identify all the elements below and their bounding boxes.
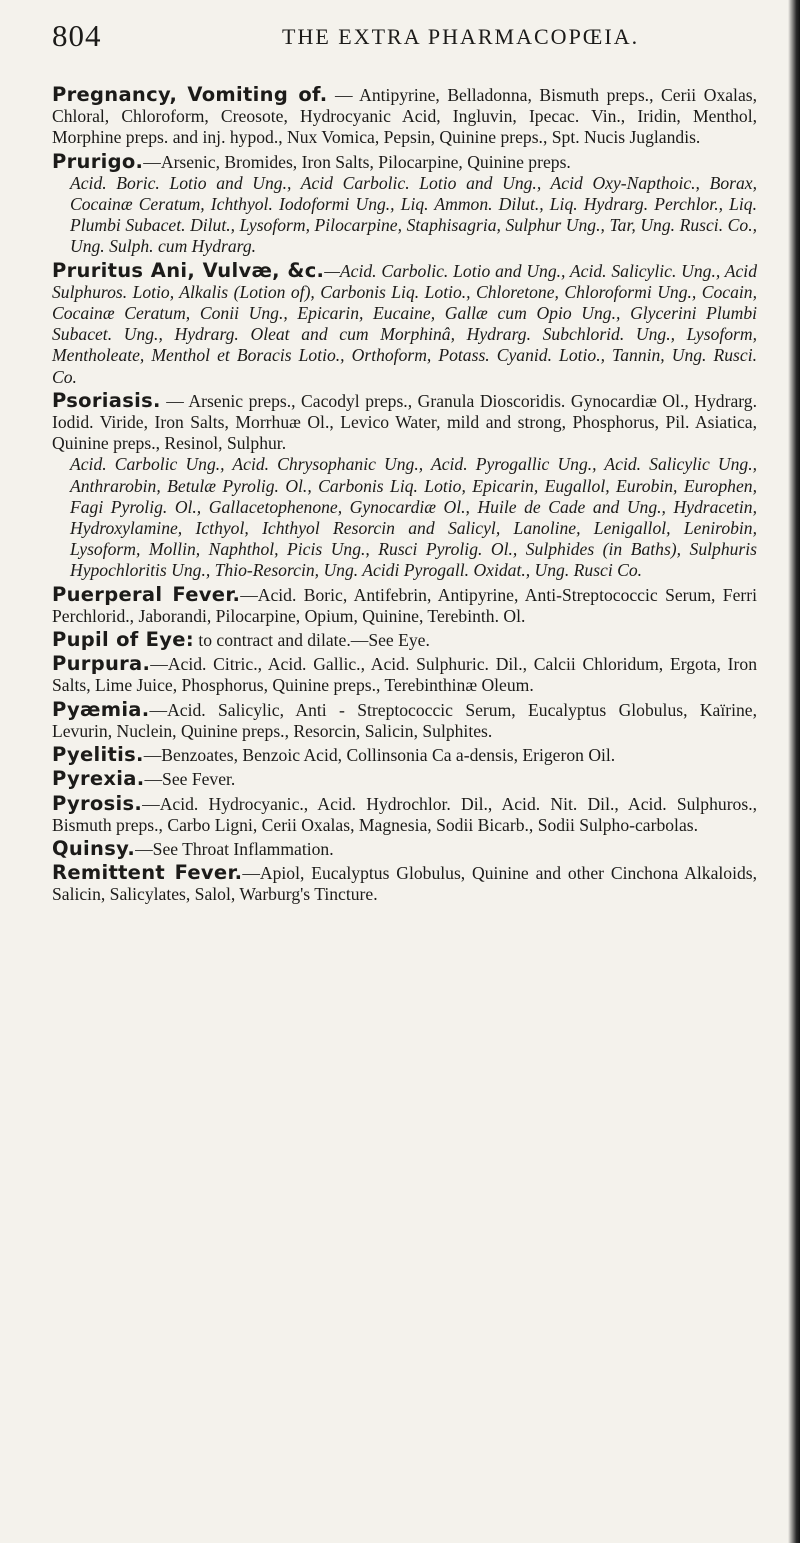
entry-heading: Pupil of Eye:	[52, 628, 194, 652]
entry-body: —See Fever.	[144, 769, 236, 790]
entry-heading: Purpura.	[52, 652, 151, 676]
entry-external-remedies: Acid. Carbolic Ung., Acid. Chrysophanic Ung., Acid. Pyrogallic Ung., Acid. Salicylic Ung., Anthrarobin, Betulæ Pyrolig. Ol., Carbonis Liq. Lotio, Epicarin, Eugallol, Eurobin, Europhen, Fagi Pyrolig. Ol., Gallacetophenone, Gynocardiæ Ol., Huile de Cade and Ung., Hydracetin, Hydroxylamine, Icthyol, Ichthyol Resorcin and Salicyl, Lanoline, Lenigallol, Lenirobin, Lysoform, Mollin, Naphthol, Picis Ung., Rusci Pyrolig. Ol., Sulphides (in Baths), Sulphuris Hypochloritis Ung., Thio-Resorcin, Ung. Acidi Pyrogall. Oxidat., Ung. Rusci Co.	[70, 454, 757, 581]
entry-pyelitis	[52, 744, 757, 766]
entry-body: —Acid. Salicylic, Anti - Streptococcic Serum, Eucalyptus Globulus, Kaïrine, Levurin, Nuclein, Quinine preps., Resorcin, Salicin, Sulphites.	[52, 699, 757, 741]
entry-body: —Acid. Hydrocyanic., Acid. Hydrochlor. Dil., Acid. Nit. Dil., Acid. Sulphuros., Bismuth preps., Carbo Ligni, Cerii Oxalas, Magnesia, Sodii Bicarb., Sodii Sulpho-carbolas.	[52, 793, 757, 835]
running-title: THE EXTRA PHARMACOPŒIA.	[282, 24, 640, 49]
entry-pregnancy	[52, 84, 757, 149]
entry-body: —Benzoates, Benzoic Acid, Collinsonia Ca a-densis, Erigeron Oil.	[143, 745, 616, 766]
entry-pyrosis	[52, 793, 757, 836]
entry-heading: Pyelitis.	[52, 743, 144, 767]
entry-body: —Acid. Citric., Acid. Gallic., Acid. Sulphuric. Dil., Calcii Chloridum, Ergota, Iron Salts, Lime Juice, Phosphorus, Quinine preps., Terebinthinæ Oleum.	[52, 654, 757, 696]
entry-body: — Antipyrine, Belladonna, Bismuth preps., Cerii Oxalas, Chloral, Chloroform, Creosote, Hydrocyanic Acid, Ingluvin, Ipecac. Vin., Iridin, Menthol, Morphine preps. and inj. hypod., Nux Vomica, Pepsin, Quinine preps., Spt. Nucis Juglandis.	[52, 85, 757, 148]
entry-puerperal-fever	[52, 584, 757, 627]
entry-external-remedies: —Acid. Carbolic. Lotio and Ung., Acid. Salicylic. Ung., Acid Sulphuros. Lotio, Alkalis (Lotion of), Carbonis Liq. Lotio., Chloretone, Chloroformi Ung., Cocain, Cocainæ Ceratum, Conii Ung., Epicarin, Eucaine, Gallæ cum Opio Ung., Glycerini Plumbi Subacet. Ung., Hydrarg. Oleat and cum Morphinâ, Hydrarg. Subchlorid. Ung., Lysoform, Mentholeate, Menthol et Boracis Lotio., Orthoform, Potass. Cyanid. Lotio., Tannin, Ung. Rusci. Co.	[52, 260, 757, 387]
entry-pyrexia	[52, 768, 757, 790]
entry-pruritus	[52, 260, 757, 388]
entry-body: to contract and dilate.—See Eye.	[193, 630, 430, 651]
page-header	[52, 18, 757, 58]
page-edge-shadow	[788, 0, 800, 1543]
entry-body: — Arsenic preps., Cacodyl preps., Granula Dioscoridis. Gynocardiæ Ol., Hydrarg. Iodid. Viride, Iron Salts, Morrhuæ Ol., Levico Water, mild and strong, Phosphorus, Pil. Asiatica, Quinine preps., Resinol, Sulphur.	[52, 390, 757, 454]
entry-remittent-fever	[52, 862, 757, 905]
entry-body: —Apiol, Eucalyptus Globulus, Quinine and other Cinchona Alkaloids, Salicin, Salicylates, Salol, Warburg's Tincture.	[52, 863, 758, 905]
entry-body: —Arsenic, Bromides, Iron Salts, Pilocarpine, Quinine preps.	[143, 151, 571, 172]
entry-heading: Pyrexia.	[52, 767, 145, 791]
entry-psoriasis	[52, 390, 757, 582]
entry-pyaemia	[52, 699, 757, 742]
entry-body: —Acid. Boric, Antifebrin, Antipyrine, Anti-Streptococcic Serum, Ferri Perchlorid., Jaborandi, Pilocarpine, Opium, Quinine, Terebinth. Ol.	[52, 584, 757, 626]
entry-quinsy	[52, 838, 757, 860]
entry-heading: Pyæmia.	[52, 697, 150, 721]
index-entries	[52, 84, 757, 908]
entry-heading: Pregnancy, Vomiting of.	[52, 83, 328, 106]
entry-body: —See Throat Inflammation.	[135, 838, 334, 859]
entry-heading: Remittent Fever.	[52, 861, 243, 885]
entry-heading: Pruritus Ani, Vulvæ, &c.	[52, 258, 325, 282]
entry-heading: Pyrosis.	[52, 791, 143, 815]
entry-external-remedies: Acid. Boric. Lotio and Ung., Acid Carbolic. Lotio and Ung., Acid Oxy-Napthoic., Borax, Cocainæ Ceratum, Ichthyol. Iodoformi Ung., Liq. Ammon. Dilut., Liq. Hydrarg. Perchlor., Liq. Plumbi Subacet. Dilut., Lysoform, Pilocarpine, Staphisagria, Sulphur Ung., Tar, Ung. Rusci. Co., Ung. Sulph. cum Hydrarg.	[70, 172, 757, 257]
page-number: 804	[52, 18, 102, 53]
entry-prurigo	[52, 151, 757, 258]
entry-heading: Puerperal Fever.	[52, 582, 241, 606]
entry-heading: Quinsy.	[52, 836, 136, 860]
entry-heading: Psoriasis.	[52, 388, 161, 412]
entry-purpura	[52, 653, 757, 696]
entry-heading: Prurigo.	[52, 149, 144, 173]
entry-pupil-of-eye	[52, 629, 757, 651]
